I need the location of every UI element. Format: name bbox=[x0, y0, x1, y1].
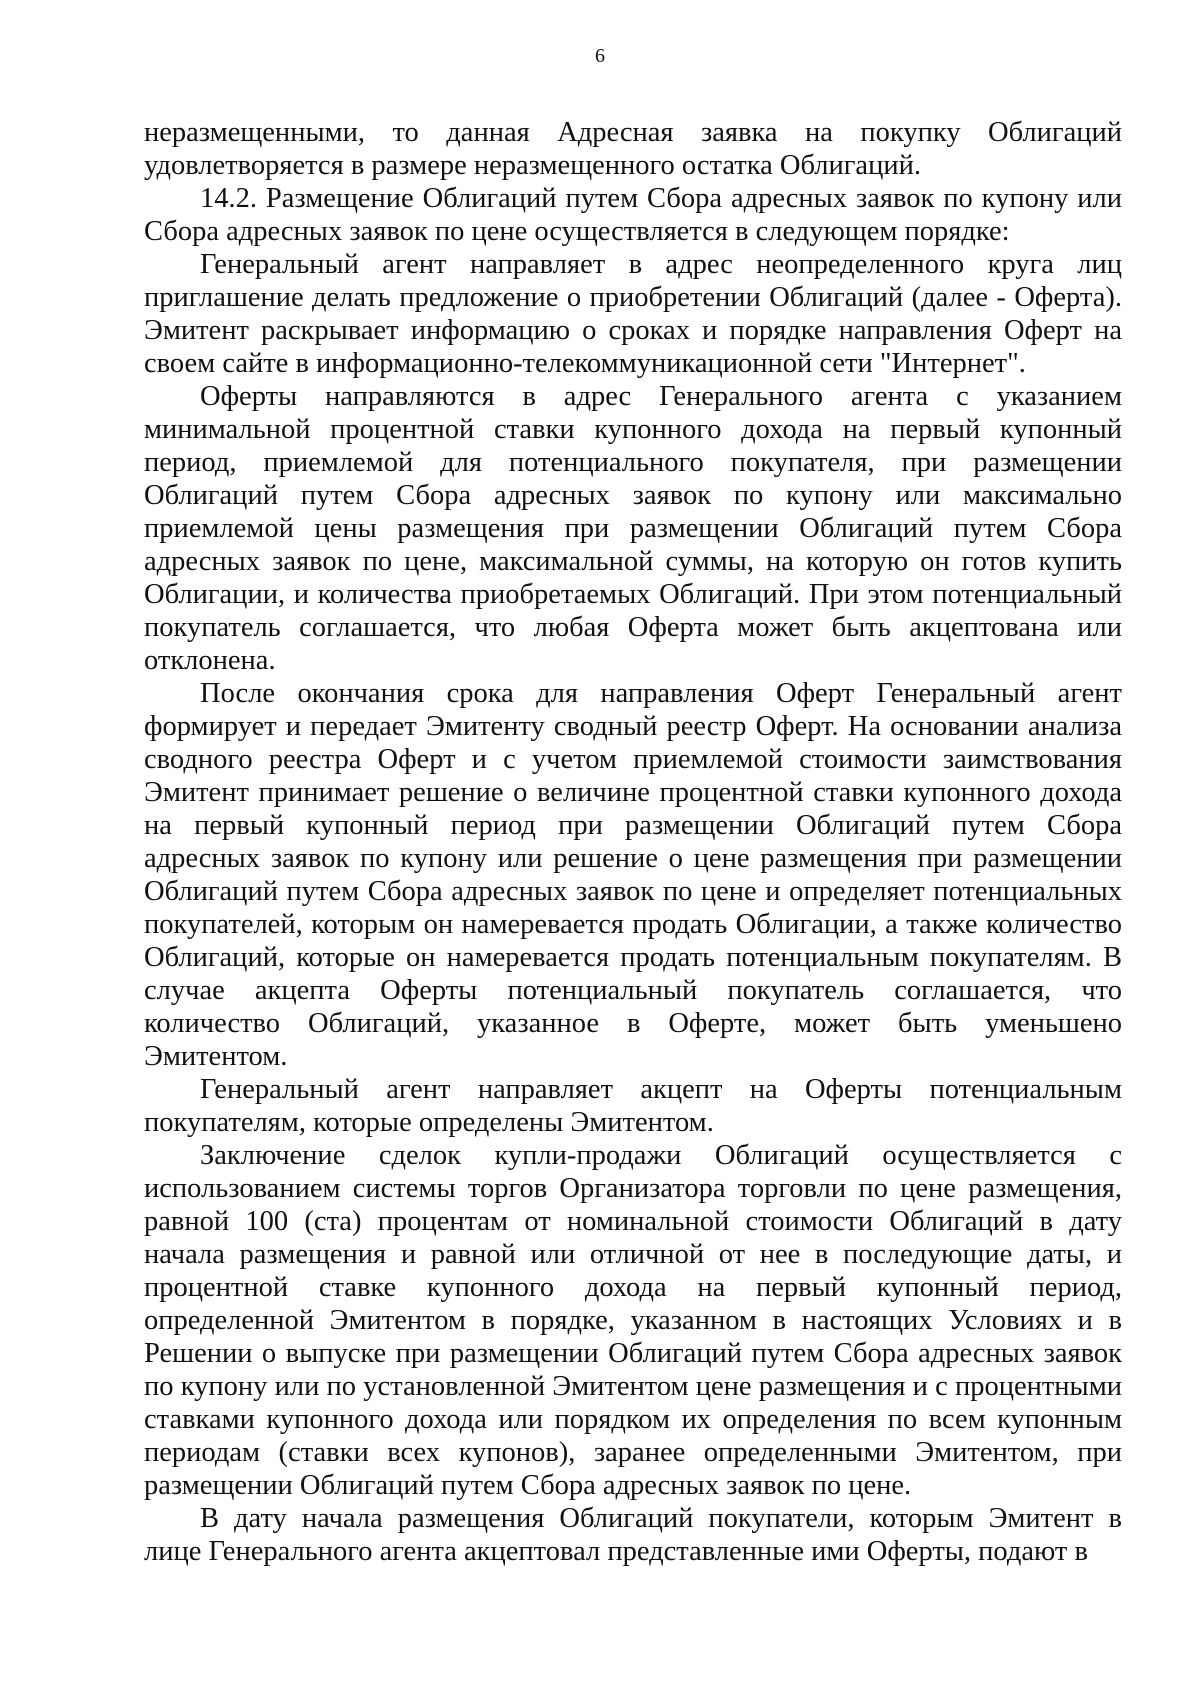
paragraph-invitation-offer: Генеральный агент направляет в адрес неопределенного круга лиц приглашение делать предложение о приобретении Облигаций (далее - Оферта). Эмитент раскрывает информацию о сроках и порядке направления Оферт на своем сайте в информационно-телекоммуникационной сети "Интернет". bbox=[144, 249, 1122, 379]
paragraph-continuation: неразмещенными, то данная Адресная заявка на покупку Облигаций удовлетворяется в размере неразмещенного остатка Облигаций. bbox=[144, 117, 1122, 181]
paragraph-transactions: Заключение сделок купли-продажи Облигаций осуществляется с использованием системы торгов Организатора торговли по цене размещения, равной 100 (ста) процентам от номинальной стоимости Облигаций в дату начала размещения и равной или отличной от нее в последующие даты, и процентной ставке купонного дохода на первый купонный период, определенной Эмитентом в порядке, указанном в настоящих Условиях и в Решении о выпуске при размещении Облигаций путем Сбора адресных заявок по купону или по установленной Эмитентом цене размещения и с процентными ставками купонного дохода или порядком их определения по всем купонным периодам (ставки всех купонов), заранее определенными Эмитентом, при размещении Облигаций путем Сбора адресных заявок по цене. bbox=[144, 1140, 1122, 1501]
page-number: 6 bbox=[595, 45, 605, 67]
paragraph-acceptance: Генеральный агент направляет акцепт на Оферты потенциальным покупателям, которые определены Эмитентом. bbox=[144, 1074, 1122, 1138]
paragraph-offer-registry: После окончания срока для направления Оферт Генеральный агент формирует и передает Эмитенту сводный реестр Оферт. На основании анализа сводного реестра Оферт и с учетом приемлемой стоимости заимствования Эмитент принимает решение о величине процентной ставки купонного дохода на первый купонный период при размещении Облигаций путем Сбора адресных заявок по купону или решение о цене размещения при размещении Облигаций путем Сбора адресных заявок по цене и определяет потенциальных покупателей, которым он намеревается продать Облигации, а также количество Облигаций, которые он намеревается продать потенциальным покупателям. В случае акцепта Оферты потенциальный покупатель соглашается, что количество Облигаций, указанное в Оферте, может быть уменьшено Эмитентом. bbox=[144, 678, 1122, 1072]
paragraph-section-14-2: 14.2. Размещение Облигаций путем Сбора адресных заявок по купону или Сбора адресных заявок по цене осуществляется в следующем порядке: bbox=[144, 183, 1122, 247]
paragraph-placement-date: В дату начала размещения Облигаций покупатели, которым Эмитент в лице Генерального агента акцептовал представленные ими Оферты, подают в bbox=[144, 1503, 1122, 1567]
paragraph-offers-content: Оферты направляются в адрес Генерального агента с указанием минимальной процентной ставки купонного дохода на первый купонный период, приемлемой для потенциального покупателя, при размещении Облигаций путем Сбора адресных заявок по купону или максимально приемлемой цены размещения при размещении Облигаций путем Сбора адресных заявок по цене, максимальной суммы, на которую он готов купить Облигации, и количества приобретаемых Облигаций. При этом потенциальный покупатель соглашается, что любая Оферта может быть акцептована или отклонена. bbox=[144, 381, 1122, 676]
document-body bbox=[144, 116, 1122, 1568]
